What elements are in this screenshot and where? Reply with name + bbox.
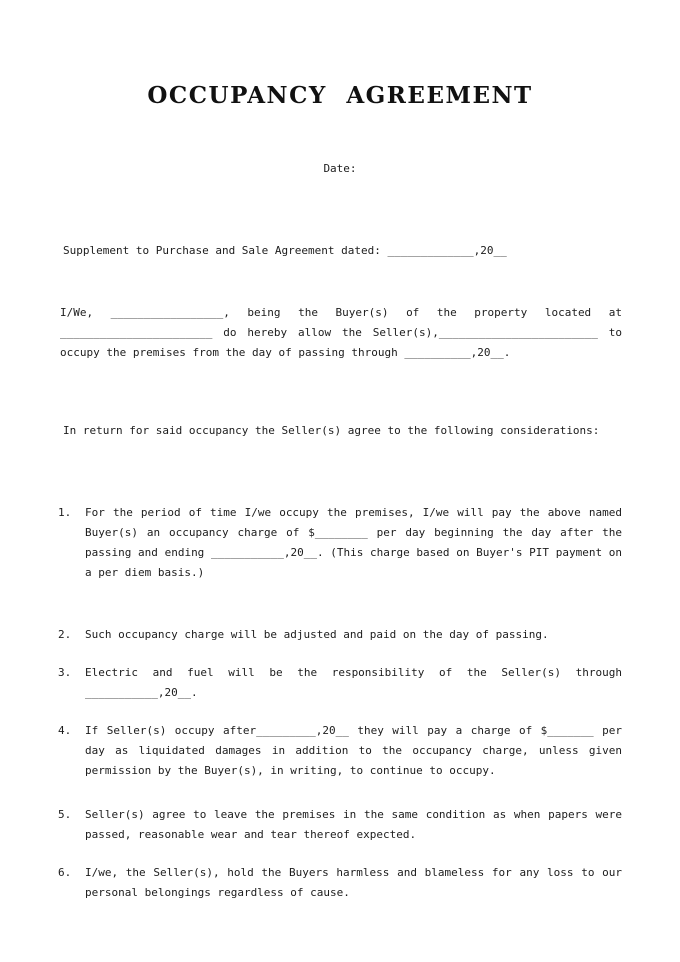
item-number: 5. <box>58 808 72 821</box>
item-number: 6. <box>58 866 72 879</box>
considerations-paragraph: In return for said occupancy the Seller(s) agree to the following considerations: <box>63 424 600 437</box>
intro-paragraph: I/We, _________________, being the Buyer(s) of the property located at _______________________ do hereby allow the Seller(s),________________________ to occupy the premises from the day of passing through __________,20__. <box>60 306 622 359</box>
considerations-list <box>58 503 622 903</box>
list-item-1 <box>58 503 622 583</box>
item-text: If Seller(s) occupy after_________,20__ they will pay a charge of $_______ per day as liquidated damages in addition to the occupancy charge, unless given permission by the Buyer(s), in writing, to continue to occupy. <box>85 724 622 777</box>
date-label: Date: <box>323 162 357 175</box>
item-text: Electric and fuel will be the responsibility of the Seller(s) through ___________,20__. <box>85 666 622 699</box>
list-item-5 <box>58 805 622 845</box>
list-item-3 <box>58 663 622 703</box>
item-number: 2. <box>58 628 72 641</box>
item-text: Seller(s) agree to leave the premises in the same condition as when papers were passed, reasonable wear and tear thereof expected. <box>85 808 622 841</box>
list-item-4 <box>58 721 622 781</box>
supplement-paragraph: Supplement to Purchase and Sale Agreement dated: _____________,20__ <box>63 244 507 257</box>
item-number: 3. <box>58 666 72 679</box>
item-text: Such occupancy charge will be adjusted and paid on the day of passing. <box>85 628 549 641</box>
list-item-2 <box>58 625 622 645</box>
list-item-6 <box>58 863 622 903</box>
document-title: OCCUPANCY AGREEMENT <box>147 82 533 109</box>
item-text: For the period of time I/we occupy the premises, I/we will pay the above named Buyer(s) an occupancy charge of $________ per day beginning the day after the passing and ending ___________,20__. (This charge based on Buyer's PIT payment on a per diem basis.) <box>85 506 622 579</box>
item-number: 4. <box>58 724 72 737</box>
item-text: I/we, the Seller(s), hold the Buyers harmless and blameless for any loss to our personal belongings regardless of cause. <box>85 866 622 899</box>
item-number: 1. <box>58 506 72 519</box>
